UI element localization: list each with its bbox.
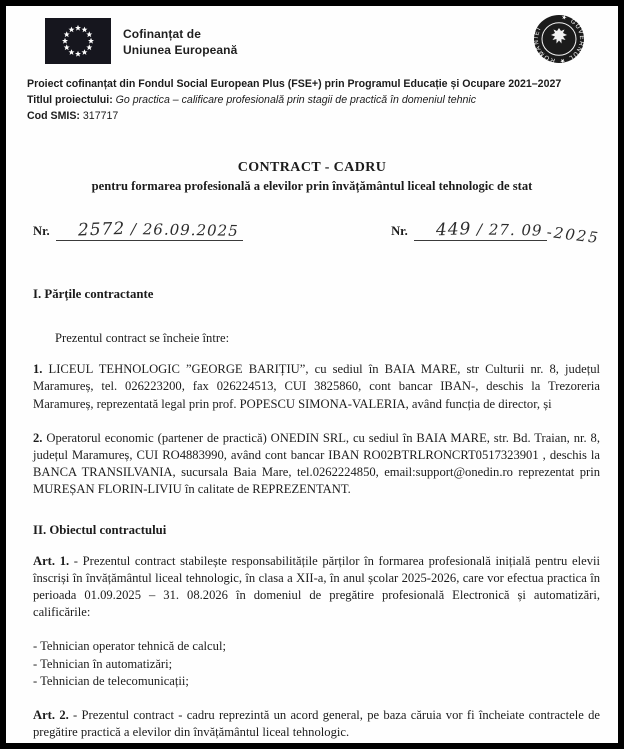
eu-caption-line2: Uniunea Europeană	[123, 43, 238, 57]
section2-heading: II. Obiectul contractului	[33, 522, 167, 537]
qualification-item: - Tehnician operator tehnică de calcul;	[33, 639, 226, 654]
qualifications-list	[33, 638, 600, 690]
article1-paragraph	[33, 553, 600, 622]
handwritten-date-right: / 27. 09	[477, 220, 543, 240]
party2-text: Operatorul economic (partener de practică) ONEDIN SRL, cu sediul în BAIA MARE, str. Bd. Traian, nr. 8, județul Maramureș, CUI RO4883990, având cont bancar IBAN RO02BTRLRONCRT0517323901 , deschis la BANCA TRANSILVANIA, sucursala Baia Mare, tel.0262224850, email:support@onedin.ro reprezentat prin MUREȘAN FLORIN-LIVIU în calitate de REPREZENTANT.	[33, 430, 600, 497]
registration-number-company	[391, 219, 601, 248]
nr-label-right: Nr.	[391, 224, 408, 238]
nr-blank-left	[56, 220, 243, 241]
project-title-label: Titlul proiectului:	[27, 94, 113, 106]
seal-ring-text: ★ GUVERNUL ★ ROMÂNIEI	[533, 14, 585, 64]
section1-intro: Prezentul contract se încheie între:	[55, 331, 230, 345]
handwritten-date-left: / 26.09.2025	[130, 220, 239, 240]
handwritten-date-right-tail: -2025	[545, 222, 601, 248]
article2-paragraph	[33, 707, 600, 741]
party1-text: LICEUL TEHNOLOGIC ”GEORGE BARIȚIU”, cu sediul în BAIA MARE, str Culturii nr. 8, județul Maramureș, tel. 026223200, fax 026224513, CUI 3825860, cont bancar IBAN-, deschis la Trezoreria Maramureș, reprezentată legal prin prof. POPESCU SIMONA-VALERIA, având funcția de director, și	[33, 362, 600, 411]
party2-paragraph	[33, 430, 600, 499]
contract-subtitle: pentru formarea profesională a elevilor prin învățământul liceal tehnologic de stat	[91, 179, 533, 193]
party2-number: 2.	[33, 430, 43, 445]
project-meta	[27, 76, 598, 124]
romanian-government-seal-icon	[533, 14, 585, 64]
registration-number-school	[33, 220, 243, 241]
eu-flag-icon	[45, 18, 111, 64]
party1-number: 1.	[33, 362, 43, 377]
contract-title: CONTRACT - CADRU	[237, 160, 387, 175]
eu-caption-line1: Cofinanțat de	[123, 27, 201, 41]
handwritten-number-left: 2572	[77, 218, 126, 241]
project-funding-line: Proiect cofinanțat din Fondul Social European Plus (FSE+) prin Programul Educație și Ocupare 2021–2027	[27, 78, 562, 90]
document-header	[6, 14, 618, 70]
project-title-value: Go practica – calificare profesională prin stagii de practică în domeniul tehnic	[112, 94, 477, 106]
eu-cofunding-caption	[123, 18, 237, 58]
section1-heading: I. Părțile contractante	[33, 287, 154, 301]
nr-blank-right	[414, 220, 547, 241]
eu-cofunding-block	[45, 18, 237, 64]
project-smis-line	[27, 108, 598, 124]
article2-text: - Prezentul contract - cadru reprezintă un acord general, pe baza căruia vor fi încheiate contractele de pregătire practică a elevilor din învățământul liceal tehnologic.	[33, 708, 600, 740]
article1-text: - Prezentul contract stabilește responsabilitățile părților în formarea profesională inițială pentru elevii înscriși în învățământul liceal tehnologic, în clasa a XII-a, în anul școlar 2025-2026, care vor efectua practica în perioada 01.09.2025 – 31. 08.2026 în domeniul de pregătire profesională Electronică și automatizări, calificările:	[33, 553, 600, 620]
smis-label: Cod SMIS:	[27, 110, 80, 122]
party1-paragraph	[33, 361, 600, 413]
qualification-item: - Tehnician de telecomunicații;	[33, 673, 189, 688]
contract-title-block	[6, 160, 618, 194]
registration-numbers-row	[33, 218, 601, 248]
qualification-item: - Tehnician în automatizări;	[33, 656, 173, 671]
article1-label: Art. 1.	[33, 553, 70, 568]
smis-value: 317717	[79, 110, 119, 122]
article2-label: Art. 2.	[33, 708, 69, 723]
nr-label-left: Nr.	[33, 224, 50, 238]
project-title-line	[27, 92, 598, 108]
handwritten-number-right: 449	[435, 219, 472, 241]
